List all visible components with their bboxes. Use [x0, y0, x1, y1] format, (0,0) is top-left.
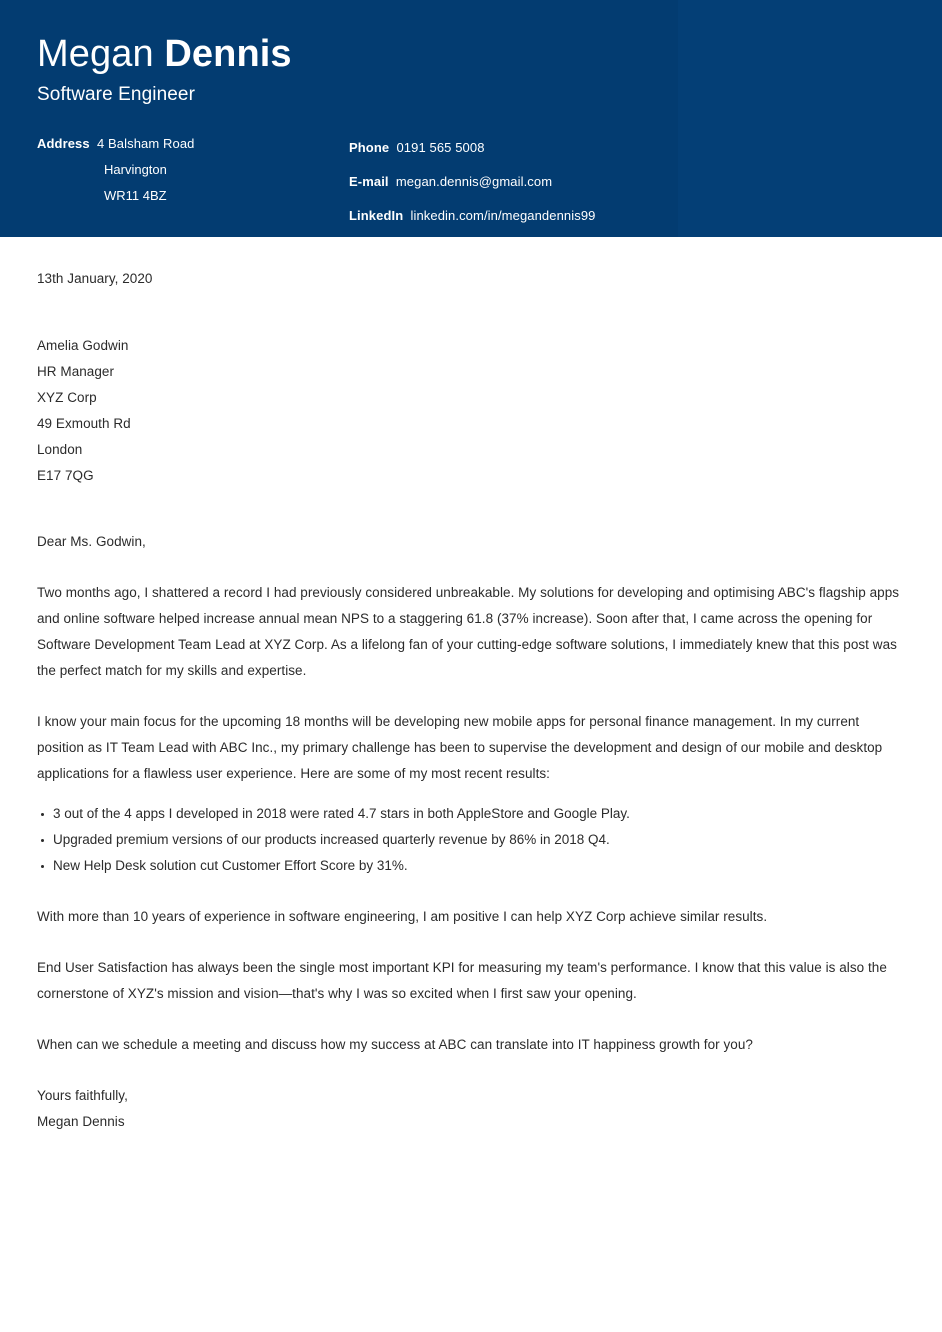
address-block — [37, 131, 337, 209]
achievement-item: 3 out of the 4 apps I developed in 2018 were rated 4.7 stars in both AppleStore and Google Play. — [37, 801, 905, 827]
contact-row-phone — [349, 131, 709, 165]
letter-paragraph-4: End User Satisfaction has always been the single most important KPI for measuring my team's performance. I know that this value is also the cornerstone of XYZ's mission and vision—that's why I was so excited when I first saw your opening. — [37, 959, 887, 1001]
contact-row-email — [349, 165, 709, 199]
letter-closing — [37, 1083, 905, 1135]
letter-paragraph-2: I know your main focus for the upcoming 18 months will be developing new mobile apps for personal finance management. In my current position as IT Team Lead with ABC Inc., my primary challenge has been to supervise the development and design of our mobile and desktop applications for a flawless user experience. Here are some of my most recent results: — [37, 714, 883, 781]
letter-paragraph-3: With more than 10 years of experience in software engineering, I am positive I can help XYZ Corp achieve similar results. — [37, 908, 768, 924]
address-row — [37, 131, 337, 157]
contact-details — [37, 131, 942, 231]
recipient-street: 49 Exmouth Rd — [37, 416, 131, 431]
recipient-city: London — [37, 442, 83, 457]
letter-date: 13th January, 2020 — [37, 271, 153, 286]
contact-methods-block — [349, 131, 709, 233]
letter-paragraph-1: Two months ago, I shattered a record I had previously considered unbreakable. My solutions for developing and optimising ABC's flagship apps and online software helped increase annual mean NPS to a staggering 61.8 (37% increase). Soon after that, I came across the opening for Software Development Team Lead at XYZ Corp. As a lifelong fan of your cutting-edge software solutions, I immediately knew that this post was the perfect match for my skills and expertise. — [37, 585, 900, 678]
phone-value: 0191 565 5008 — [396, 140, 485, 155]
recipient-postcode: E17 7QG — [37, 468, 94, 483]
closing-phrase: Yours faithfully, — [37, 1087, 128, 1103]
letter-body — [0, 266, 942, 1135]
email-label: E-mail — [349, 174, 389, 189]
contact-row-linkedin — [349, 199, 709, 233]
address-line-2: Harvington — [104, 162, 167, 177]
recipient-name: Amelia Godwin — [37, 338, 129, 353]
linkedin-value[interactable]: linkedin.com/in/megandennis99 — [410, 208, 596, 223]
address-line-3: WR11 4BZ — [104, 188, 167, 203]
email-value[interactable]: megan.dennis@gmail.com — [395, 174, 553, 189]
achievement-item: New Help Desk solution cut Customer Effort Score by 31%. — [37, 853, 905, 879]
applicant-name — [37, 31, 942, 77]
applicant-job-title: Software Engineer — [37, 84, 196, 105]
closing-signature-name: Megan Dennis — [37, 1113, 125, 1129]
linkedin-label: LinkedIn — [349, 208, 404, 223]
letter-salutation: Dear Ms. Godwin, — [37, 534, 146, 549]
letter-paragraph-5: When can we schedule a meeting and discuss how my success at ABC can translate into IT happiness growth for you? — [37, 1036, 753, 1052]
phone-label: Phone — [349, 140, 390, 155]
achievement-item: Upgraded premium versions of our products increased quarterly revenue by 86% in 2018 Q4. — [37, 827, 905, 853]
achievements-list — [37, 801, 905, 879]
recipient-title: HR Manager — [37, 364, 115, 379]
recipient-address-block — [37, 333, 905, 489]
applicant-first-name: Megan — [37, 33, 154, 75]
applicant-last-name: Dennis — [164, 33, 292, 75]
address-label: Address — [37, 136, 90, 151]
address-line-1: 4 Balsham Road — [96, 136, 195, 151]
recipient-company: XYZ Corp — [37, 390, 97, 405]
letterhead-header — [0, 0, 942, 237]
header-content — [0, 0, 942, 231]
